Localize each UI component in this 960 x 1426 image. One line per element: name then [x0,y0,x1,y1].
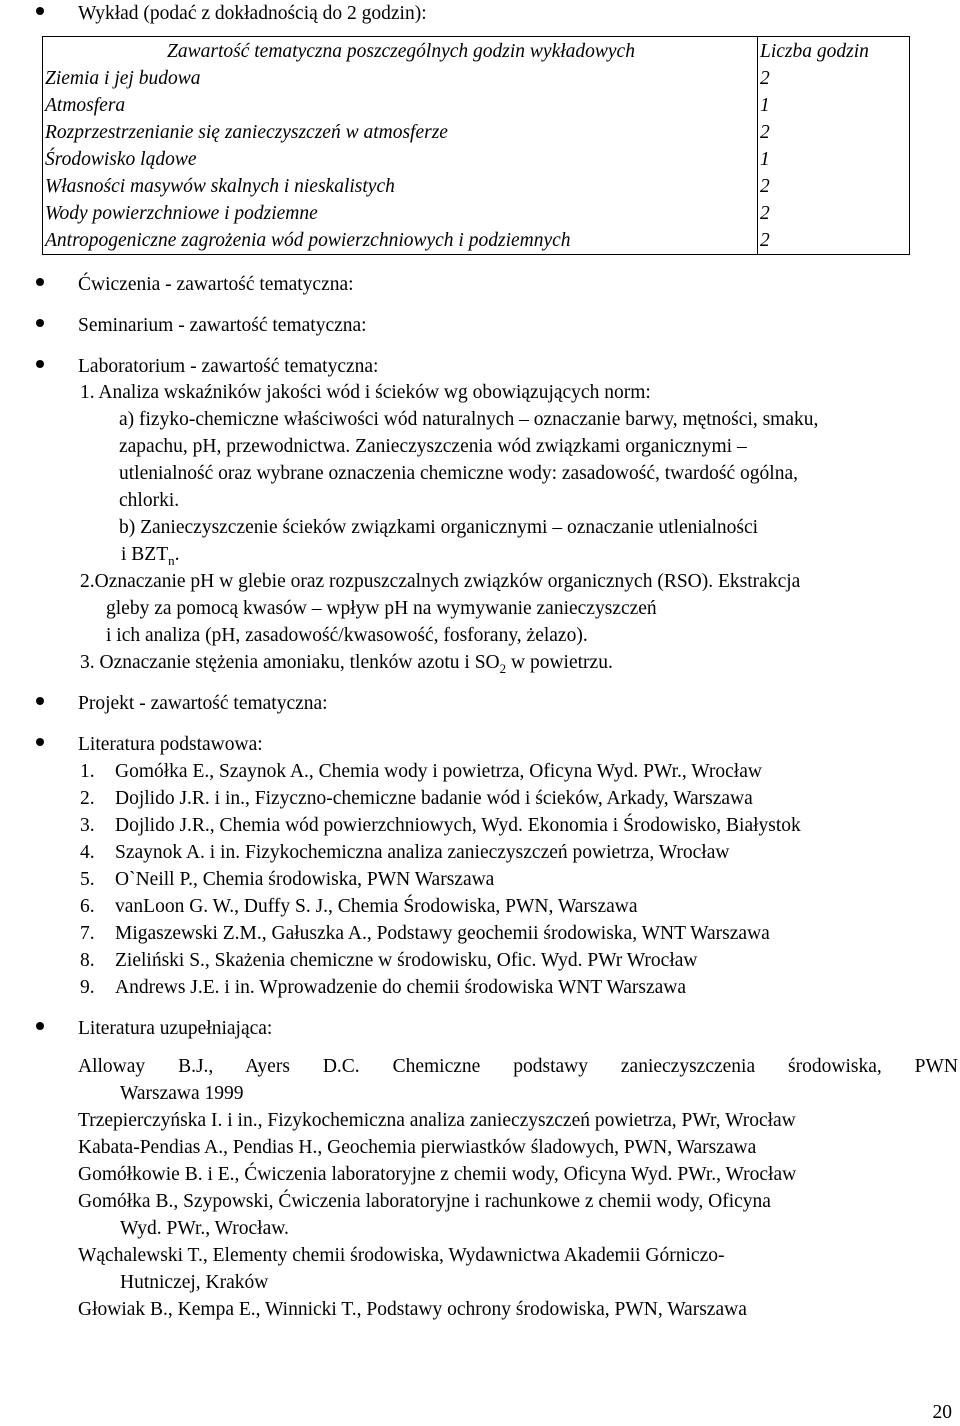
list-number: 2. [80,788,95,809]
hours-cell: 1 [758,146,910,173]
project-heading-row [0,690,328,717]
table-header-row [43,37,910,66]
lecture-heading-row [0,0,427,27]
laboratory-heading: Laboratorium - zawartość tematyczna: [78,356,379,377]
list-text: Gomółka E., Szaynok A., Chemia wody i powietrza, Oficyna Wyd. PWr., Wrocław [115,761,762,782]
list-text: Szaynok A. i in. Fizykochemiczna analiza zanieczyszczeń powietrza, Wrocław [115,842,730,863]
table-header-hours: Liczba godzin [758,37,910,66]
reference-entry: Wąchalewski T., Elementy chemii środowiska, Wydawnictwa Akademii Górniczo- [78,1245,725,1266]
reference-entry: Głowiak B., Kempa E., Winnicki T., Podstawy ochrony środowiska, PWN, Warszawa [78,1299,747,1320]
reference-entry: Kabata-Pendias A., Pendias H., Geochemia pierwiastków śladowych, PWN, Warszawa [78,1137,757,1158]
literature-basic-heading-row [0,731,263,758]
project-heading: Projekt - zawartość tematyczna: [78,693,328,714]
topic-cell: Rozprzestrzenianie się zanieczyszczeń w atmosferze [43,119,758,146]
lab-item-2: gleby za pomocą kwasów – wpływ pH na wymywanie zanieczyszczeń [106,598,657,619]
lecture-topics-table [42,36,910,255]
literature-supplementary-heading-row [0,1015,272,1042]
subscript: 2 [499,660,507,676]
reference-entry-cont: Warszawa 1999 [120,1083,244,1104]
table-row [43,200,910,227]
list-number: 4. [80,842,95,863]
hours-cell: 2 [758,65,910,92]
bullet-icon [36,319,44,327]
bullet-icon [36,7,44,15]
list-text: Zieliński S., Skażenia chemiczne w środowisku, Ofic. Wyd. PWr Wrocław [115,950,698,971]
reference-entry: Gomółkowie B. i E., Ćwiczenia laboratoryjne z chemii wody, Oficyna Wyd. PWr., Wrocław [78,1164,797,1185]
topic-cell: Antropogeniczne zagrożenia wód powierzchniowych i podziemnych [43,227,758,255]
bullet-icon [36,278,44,286]
list-number: 5. [80,869,95,890]
list-text: Migaszewski Z.M., Gałuszka A., Podstawy geochemii środowiska, WNT Warszawa [115,923,770,944]
lab-item-3 [80,649,613,676]
literature-supplementary-heading: Literatura uzupełniająca: [78,1018,273,1039]
list-item [80,785,753,812]
topic-cell: Własności masywów skalnych i nieskalistych [43,173,758,200]
lab-item-1b-suffix: . [174,544,180,565]
list-item [80,866,494,893]
exercises-heading-row [0,271,354,298]
bullet-icon [36,360,44,368]
exercises-heading: Ćwiczenia - zawartość tematyczna: [78,274,354,295]
table-row [43,65,910,92]
reference-entry: Alloway B.J., Ayers D.C. Chemiczne podstawy zanieczyszczenia środowiska, PWN [78,1056,958,1077]
subscript: n [168,552,175,568]
lab-item-2: i ich analiza (pH, zasadowość/kwasowość, fosforany, żelazo). [106,625,588,646]
lab-item-1a: a) fizyko-chemiczne właściwości wód naturalnych – oznaczanie barwy, mętności, smaku, [119,409,819,430]
hours-cell: 2 [758,200,910,227]
reference-entry-cont: Wyd. PWr., Wrocław. [120,1218,289,1239]
lab-item-1: 1. Analiza wskaźników jakości wód i ścieków wg obowiązujących norm: [80,382,651,403]
lab-item-1b-text: i BZT [121,544,169,565]
list-text: Andrews J.E. i in. Wprowadzenie do chemii środowiska WNT Warszawa [115,977,687,998]
page-number: 20 [932,1402,952,1423]
topic-cell: Wody powierzchniowe i podziemne [43,200,758,227]
seminar-heading: Seminarium - zawartość tematyczna: [78,315,367,336]
lab-item-3-suffix: w powietrzu. [506,652,613,673]
lab-item-1b [121,541,180,568]
literature-basic-heading: Literatura podstawowa: [78,734,263,755]
seminar-heading-row [0,312,367,339]
list-text: Dojlido J.R. i in., Fizyczno-chemiczne badanie wód i ścieków, Arkady, Warszawa [115,788,753,809]
list-number: 3. [80,815,95,836]
lab-item-1b: b) Zanieczyszczenie ścieków związkami organicznymi – oznaczanie utlenialności [119,517,759,538]
bullet-icon [36,738,44,746]
lab-item-3-text: 3. Oznaczanie stężenia amoniaku, tlenków azotu i SO [80,652,500,673]
table-header-topic: Zawartość tematyczna poszczególnych godzin wykładowych [43,37,758,66]
topic-cell: Środowisko lądowe [43,146,758,173]
lab-item-1a: utlenialność oraz wybrane oznaczenia chemiczne wody: zasadowość, twardość ogólna, [119,463,798,484]
hours-cell: 2 [758,119,910,146]
table-row [43,92,910,119]
list-item [80,893,638,920]
list-item [80,758,762,785]
list-number: 6. [80,896,95,917]
list-item [80,974,686,1001]
bullet-icon [36,697,44,705]
hours-cell: 2 [758,173,910,200]
hours-cell: 2 [758,227,910,255]
laboratory-heading-row [0,353,378,380]
table-row [43,227,910,255]
hours-cell: 1 [758,92,910,119]
list-item [80,947,698,974]
lab-item-1a: zapachu, pH, przewodnictwa. Zanieczyszczenia wód związkami organicznymi – [119,436,747,457]
topic-cell: Atmosfera [43,92,758,119]
table-row [43,173,910,200]
table-row [43,119,910,146]
list-item [80,920,770,947]
table-row [43,146,910,173]
lab-item-1a: chlorki. [119,490,180,511]
list-text: O`Neill P., Chemia środowiska, PWN Warszawa [115,869,495,890]
reference-entry-cont: Hutniczej, Kraków [120,1272,269,1293]
list-number: 1. [80,761,95,782]
list-text: Dojlido J.R., Chemia wód powierzchniowych, Wyd. Ekonomia i Środowisko, Białystok [115,815,801,836]
list-number: 9. [80,977,95,998]
reference-entry: Trzepierczyńska I. i in., Fizykochemiczna analiza zanieczyszczeń powietrza, PWr, Wrocław [78,1110,796,1131]
topic-cell: Ziemia i jej budowa [43,65,758,92]
list-item [80,839,729,866]
list-number: 8. [80,950,95,971]
bullet-icon [36,1022,44,1030]
list-item [80,812,801,839]
lecture-heading: Wykład (podać z dokładnością do 2 godzin): [78,3,427,24]
list-text: vanLoon G. W., Duffy S. J., Chemia Środowiska, PWN, Warszawa [115,896,638,917]
list-number: 7. [80,923,95,944]
lab-item-2: 2.Oznaczanie pH w glebie oraz rozpuszczalnych związków organicznych (RSO). Ekstrakcja [80,571,801,592]
reference-entry: Gomółka B., Szypowski, Ćwiczenia laboratoryjne i rachunkowe z chemii wody, Oficyna [78,1191,771,1212]
